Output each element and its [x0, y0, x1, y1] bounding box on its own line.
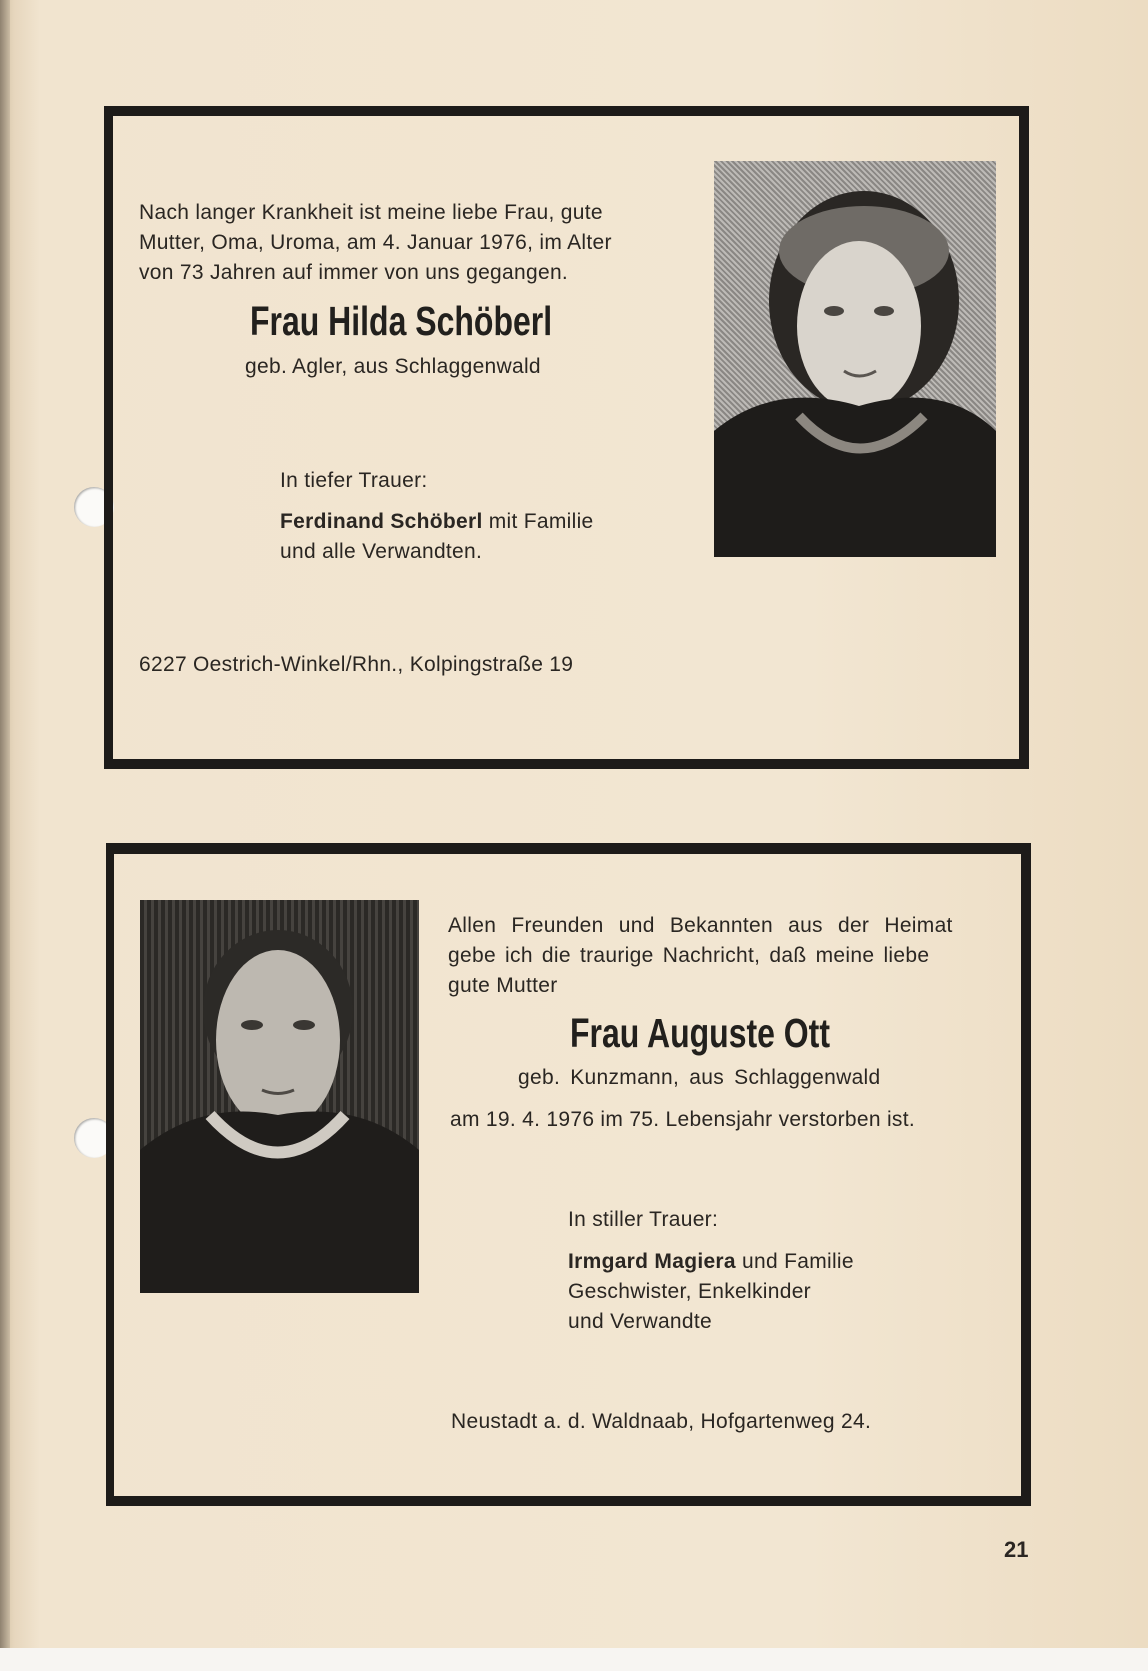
page-number: 21: [1004, 1537, 1029, 1562]
notice2-family-line-3: und Verwandte: [568, 1310, 713, 1333]
notice2-intro-line-2: gebe ich die traurige Nachricht, daß meine liebe: [448, 944, 930, 967]
notice1-mourning-label: In tiefer Trauer:: [280, 469, 428, 492]
notice1-intro-line-2: Mutter, Oma, Uroma, am 4. Januar 1976, im Alter: [139, 231, 612, 254]
notice2-death-info: am 19. 4. 1976 im 75. Lebensjahr verstorben ist.: [450, 1108, 915, 1131]
notice1-deceased-name: Frau Hilda Schöberl: [250, 298, 553, 344]
scan-margin: [0, 1648, 1148, 1671]
binding-edge: [0, 0, 10, 1671]
portrait-woman-icon: [714, 161, 996, 557]
notice1-portrait-photo: [714, 161, 996, 557]
notice2-family-name: Irmgard Magiera: [568, 1250, 736, 1273]
notice1-family-line-2: und alle Verwandten.: [280, 540, 483, 563]
notice1-birth-info: geb. Agler, aus Schlaggenwald: [245, 355, 541, 378]
notice2-family-line-2: Geschwister, Enkelkinder: [568, 1280, 811, 1303]
notice1-intro-line-1: Nach langer Krankheit ist meine liebe Frau, gute: [139, 201, 603, 224]
notice2-birth-info: geb. Kunzmann, aus Schlaggenwald: [518, 1066, 881, 1089]
notice1-family-rest: mit Familie: [488, 510, 594, 533]
notice1-intro-line-3: von 73 Jahren auf immer von uns gegangen.: [139, 261, 569, 284]
notice2-address: Neustadt a. d. Waldnaab, Hofgartenweg 24.: [451, 1410, 872, 1433]
notice2-family-rest: und Familie: [742, 1250, 854, 1273]
notice2-deceased-name: Frau Auguste Ott: [570, 1010, 830, 1056]
notice2-mourning-label: In stiller Trauer:: [568, 1208, 719, 1231]
notice1-family-name: Ferdinand Schöberl: [280, 510, 483, 533]
notice1-address: 6227 Oestrich-Winkel/Rhn., Kolpingstraße 19: [139, 653, 574, 676]
notice2-intro-line-3: gute Mutter: [448, 974, 558, 997]
notice2-intro-line-1: Allen Freunden und Bekannten aus der Heimat: [448, 914, 953, 937]
notice1-family-line-1: [280, 507, 594, 537]
portrait-woman-icon: [140, 900, 419, 1293]
notice2-family-line-1: [568, 1247, 854, 1277]
notice2-portrait-photo: [140, 900, 419, 1293]
